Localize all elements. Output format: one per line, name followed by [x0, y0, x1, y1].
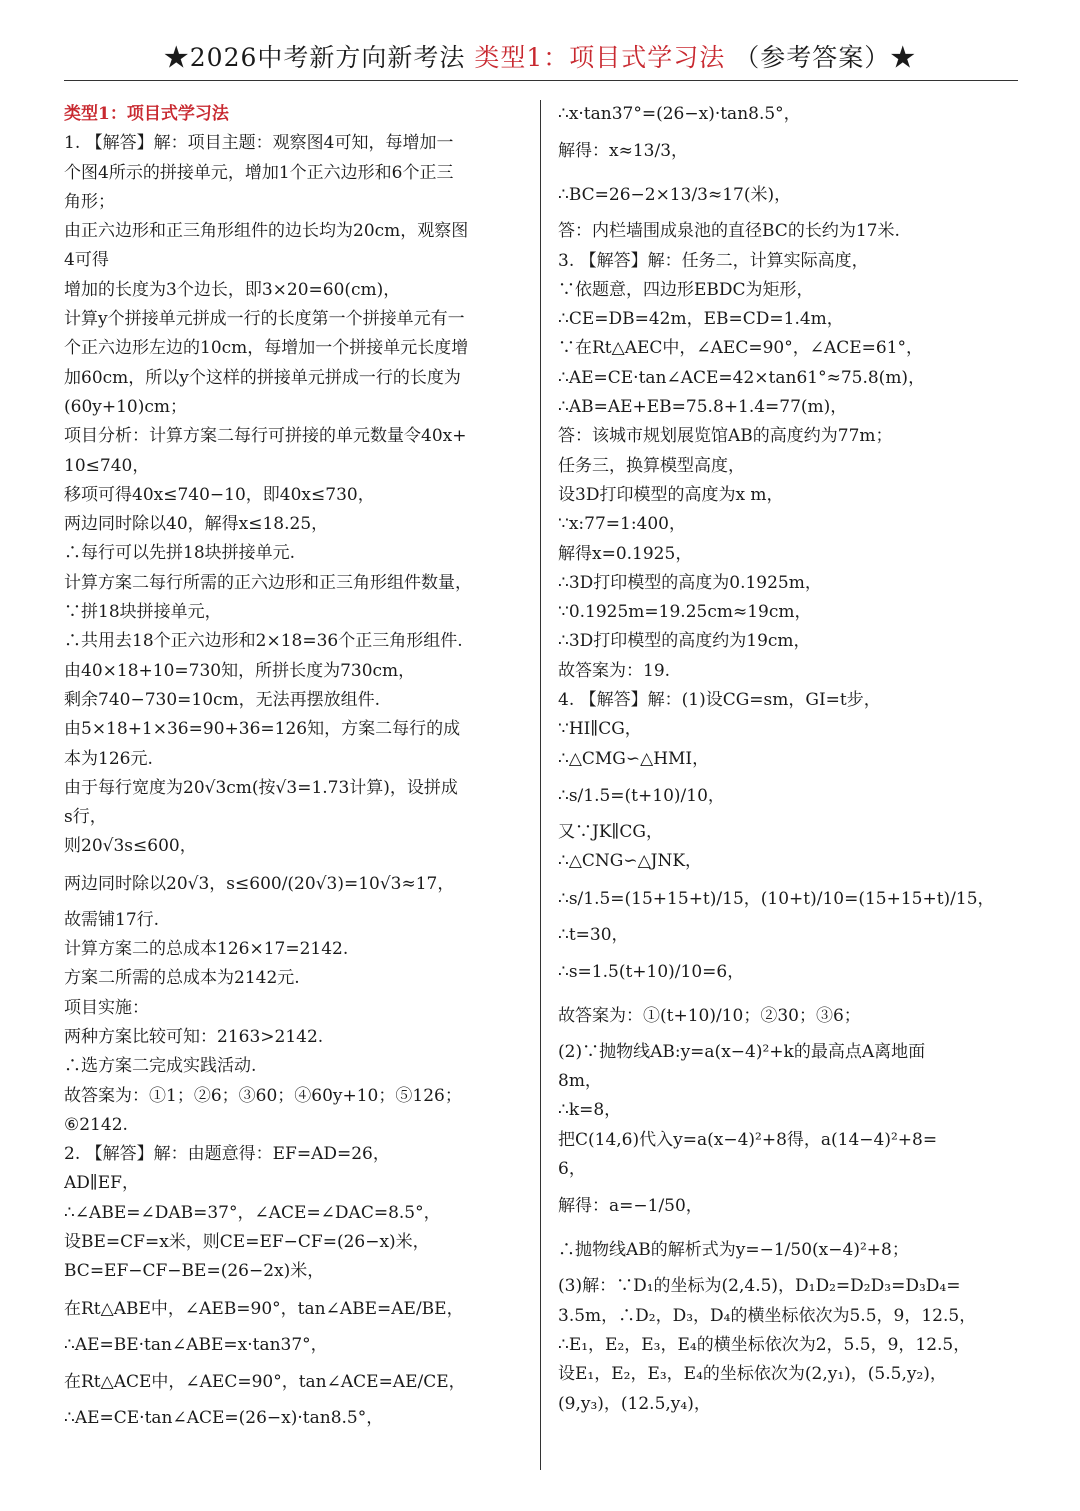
header-answer-label: （参考答案）★: [734, 43, 917, 72]
text-line: 解得：x≈13/3，: [558, 141, 689, 162]
text-line: 10≤740，: [64, 455, 150, 476]
text-line: 解得：a=−1/50，: [558, 1196, 703, 1217]
text-line: ∴x·tan37°=(26−x)·tan8.5°，: [558, 104, 801, 124]
text-line: 设3D打印模型的高度为x m，: [558, 484, 784, 505]
page-header: [60, 38, 1020, 78]
text-line: 2. 【解答】解：由题意得：EF=AD=26，: [64, 1144, 390, 1165]
text-line: ∵0.1925m=19.25cm≈19cm，: [558, 602, 812, 623]
text-line: ∴3D打印模型的高度为0.1925m，: [558, 572, 822, 593]
text-line: 计算方案二的总成本126×17=2142.: [64, 939, 349, 960]
text-line: 两种方案比较可知：2163>2142.: [64, 1026, 324, 1047]
text-line: ∴AE=CE·tan∠ACE=42×tan61°≈75.8(m)，: [558, 367, 926, 388]
text-line: 由40×18+10=730知，所拼长度为730cm，: [64, 660, 416, 681]
text-line: 两边同时除以40，解得x≤18.25，: [64, 514, 329, 535]
text-line: 在Rt△ABE中，∠AEB=90°，tan∠ABE=AE/BE，: [64, 1298, 464, 1319]
text-line: ∴∠ABE=∠DAB=37°，∠ACE=∠DAC=8.5°，: [64, 1202, 441, 1223]
text-line: ∴共用去18个正六边形和2×18=36个正三角形组件.: [64, 631, 463, 652]
text-line: ∵拼18块拼接单元，: [64, 602, 222, 623]
text-line: 由5×18+1×36=90+36=126知，方案二每行的成: [64, 719, 461, 740]
text-line: 角形；: [64, 191, 115, 212]
text-line: ∴抛物线AB的解析式为y=−1/50(x−4)²+8；: [558, 1240, 909, 1261]
text-line: ∴△CNG∽△JNK，: [558, 851, 703, 872]
text-line: ∴k=8，: [558, 1100, 622, 1121]
text-line: 在Rt△ACE中，∠AEC=90°，tan∠ACE=AE/CE，: [64, 1371, 466, 1392]
left-column: [64, 100, 526, 1433]
text-line: 由于每行宽度为20√3cm(按√3=1.73计算)，设拼成: [64, 777, 458, 798]
text-line: 4可得: [64, 250, 109, 271]
text-line: ∴AE=CE·tan∠ACE=(26−x)·tan8.5°，: [64, 1407, 384, 1428]
text-line: ∴选方案二完成实践活动.: [64, 1056, 257, 1077]
text-line: ∵依题意，四边形EBDC为矩形，: [558, 279, 814, 300]
text-line: BC=EF−CF−BE=(26−2x)米，: [64, 1261, 325, 1282]
text-line: ⑥2142.: [64, 1114, 128, 1135]
text-line: ∴AB=AE+EB=75.8+1.4=77(m)，: [558, 397, 848, 418]
text-line: 故答案为：19.: [558, 660, 671, 681]
text-line: 类型1：项目式学习法: [64, 104, 229, 124]
text-line: ∴E₁，E₂，E₃，E₄的横坐标依次为2，5.5，9，12.5，: [558, 1334, 971, 1355]
text-line: ∴每行可以先拼18块拼接单元.: [64, 543, 296, 564]
text-line: 6，: [558, 1159, 586, 1180]
text-line: ∴s/1.5=(t+10)/10，: [558, 785, 725, 806]
text-line: ∴s=1.5(t+10)/10=6，: [558, 961, 745, 982]
text-line: 计算y个拼接单元拼成一行的长度第一个拼接单元有一: [64, 309, 465, 330]
text-line: 3.5m，∴D₂，D₃，D₄的横坐标依次为5.5，9，12.5，: [558, 1305, 977, 1326]
text-line: 把C(14,6)代入y=a(x−4)²+8得，a(14−4)²+8=: [558, 1129, 938, 1150]
text-line: ∴△CMG∽△HMI，: [558, 748, 710, 769]
text-line: 8m，: [558, 1071, 602, 1092]
text-line: 故需铺17行.: [64, 909, 160, 930]
text-line: s行，: [64, 807, 107, 828]
text-line: (3)解：∵D₁的坐标为(2,4.5)，D₁D₂=D₂D₃=D₃D₄=: [558, 1276, 961, 1297]
text-line: ∴AE=BE·tan∠ABE=x·tan37°，: [64, 1334, 328, 1355]
text-line: 计算方案二每行所需的正六边形和正三角形组件数量，: [64, 572, 472, 593]
text-line: 项目分析：计算方案二每行可拼接的单元数量令40x+: [64, 426, 467, 447]
text-line: ∵在Rt△AEC中，∠AEC=90°，∠ACE=61°，: [558, 338, 924, 359]
text-line: ∴CE=DB=42m，EB=CD=1.4m，: [558, 309, 844, 330]
text-line: 个图4所示的拼接单元，增加1个正六边形和6个正三: [64, 162, 454, 183]
text-line: AD∥EF，: [64, 1173, 139, 1194]
text-line: 移项可得40x≤740−10，即40x≤730，: [64, 484, 375, 505]
text-line: 答：内栏墙围成泉池的直径BC的长约为17米.: [558, 221, 900, 242]
text-line: 加60cm，所以y个这样的拼接单元拼成一行的长度为: [64, 367, 461, 388]
column-divider: [540, 100, 541, 1470]
text-line: ∴BC=26−2×13/3≈17(米)，: [558, 185, 792, 206]
text-line: 本为126元.: [64, 748, 153, 769]
text-line: 又∵JK∥CG，: [558, 821, 663, 842]
text-line: ∴s/1.5=(15+15+t)/15，(10+t)/10=(15+15+t)/15，: [558, 888, 995, 909]
text-line: ∵HI∥CG，: [558, 719, 642, 740]
text-line: 设E₁，E₂，E₃，E₄的坐标依次为(2,y₁)，(5.5,y₂)，: [558, 1364, 947, 1385]
text-line: 剩余740−730=10cm，无法再摆放组件.: [64, 689, 381, 710]
text-line: 两边同时除以20√3，s≤600/(20√3)=10√3≈17，: [64, 873, 455, 894]
text-line: 项目实施：: [64, 997, 149, 1018]
text-line: ∴t=30，: [558, 924, 629, 945]
text-line: 由正六边形和正三角形组件的边长均为20cm，观察图: [64, 221, 469, 242]
text-line: 1. 【解答】解：项目主题：观察图4可知，每增加一: [64, 133, 454, 154]
text-line: 4. 【解答】解：(1)设CG=sm，GI=t步，: [558, 690, 881, 711]
header-divider: [64, 80, 1018, 81]
right-column: [558, 100, 1020, 1419]
text-line: 任务三，换算模型高度，: [558, 455, 745, 476]
header-type-label: 类型1：项目式学习法: [474, 43, 726, 72]
text-line: 方案二所需的总成本为2142元.: [64, 968, 300, 989]
text-line: 则20√3s≤600，: [64, 836, 197, 857]
text-line: 3. 【解答】解：任务二，计算实际高度，: [558, 250, 869, 271]
text-line: 答：该城市规划展览馆AB的高度约为77m；: [558, 426, 893, 447]
text-line: 故答案为：①(t+10)/10；②30；③6；: [558, 1005, 861, 1026]
text-line: ∴3D打印模型的高度约为19cm，: [558, 631, 811, 652]
text-line: (9,y₃)，(12.5,y₄)，: [558, 1393, 711, 1414]
text-line: 个正六边形左边的10cm，每增加一个拼接单元长度增: [64, 338, 469, 359]
text-line: 设BE=CF=x米，则CE=EF−CF=(26−x)米，: [64, 1231, 430, 1252]
text-line: 故答案为：①1；②6；③60；④60y+10；⑤126；: [64, 1085, 462, 1106]
header-title: ★2026中考新方向新考法: [163, 43, 466, 72]
text-line: ∵x:77=1:400，: [558, 514, 686, 535]
text-line: 解得x=0.1925，: [558, 543, 693, 564]
text-line: (2)∵抛物线AB:y=a(x−4)²+k的最高点A离地面: [558, 1041, 926, 1062]
text-line: 增加的长度为3个边长，即3×20=60(cm)，: [64, 279, 401, 300]
text-line: (60y+10)cm；: [64, 396, 188, 417]
